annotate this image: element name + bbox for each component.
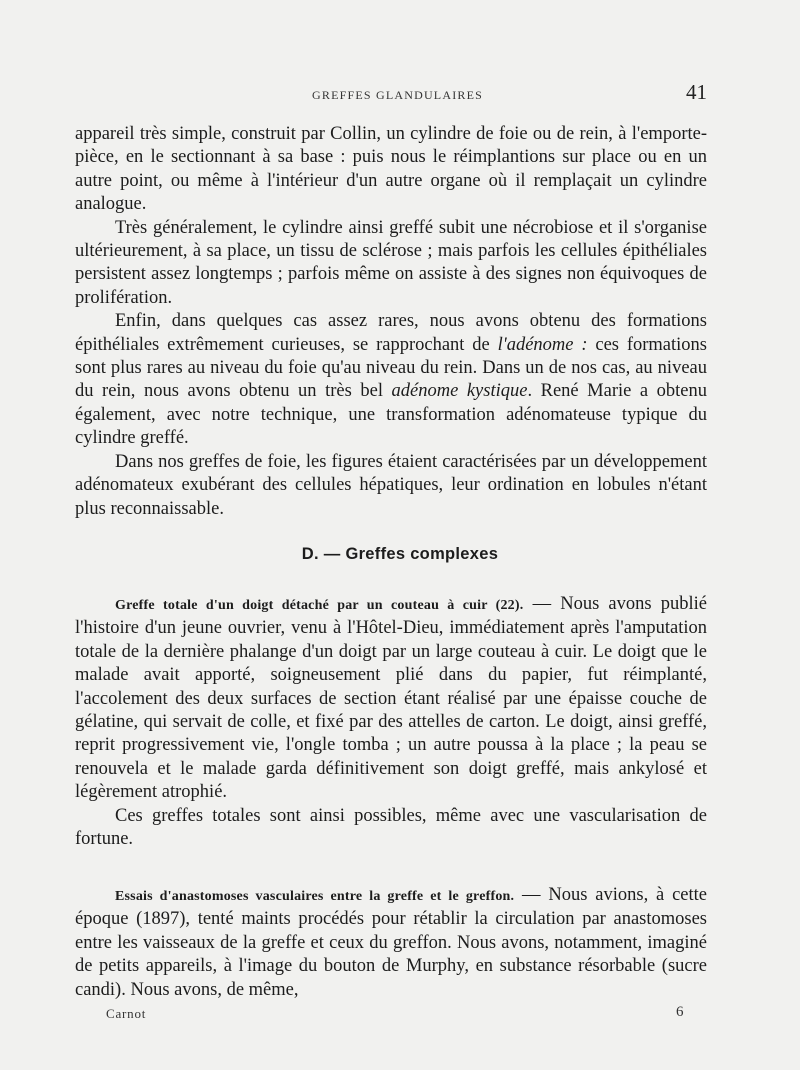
paragraph-text: Enfin, dans quelques cas assez rares, nous avons obtenu des formations épithéliales extrêmement curieuses, se rapprochant de xyxy=(75,311,707,355)
paragraph-adenome xyxy=(75,310,707,450)
italic-term-adenome: l'adénome : xyxy=(497,334,588,355)
paragraph-anastomoses xyxy=(75,884,707,1002)
body-text-block-2 xyxy=(75,593,707,851)
page-number: 41 xyxy=(686,80,707,104)
paragraph-text: . René Marie a obtenu également, avec notre technique, une transformation adénomateuse typique du cylindre greffé. xyxy=(75,381,707,449)
runin-heading-anastomoses: Essais d'anastomoses vasculaires entre la greffe et le greffon. xyxy=(115,889,515,904)
paragraph-necrobiose: Très généralement, le cylindre ainsi greffé subit une nécrobiose et il s'organise ultérieurement, à sa place, un tissu de sclérose ; mais parfois les cellules épithéliales persistent assez longtemps ; parfois même on assiste à des signes non équivoques de prolifération. xyxy=(75,217,707,308)
running-title: GREFFES GLANDULAIRES xyxy=(312,88,484,102)
paragraph-text: — Nous avons publié l'histoire d'un jeune ouvrier, venu à l'Hôtel-Dieu, immédiatement après l'amputation totale de la dernière phalange d'un doigt par un large couteau à cuir. Le doigt que le malade avait apporté, soigneusement plié dans du papier, fut réimplanté, l'accolement des deux surfaces de section étant réalisé par une épaisse couche de gélatine, qui servait de colle, et fixé par des attelles de carton. Le doigt, ainsi greffé, reprit progressivement vie, l'ongle tomba ; un autre poussa à la place ; la peau se renouvela et le malade garda définitivement son doigt greffé, mais ankylosé et légèrement atrophié. xyxy=(75,594,707,803)
paragraph-collin-cylinder: appareil très simple, construit par Collin, un cylindre de foie ou de rein, à l'emporte-pièce, en le sectionnant à sa base : puis nous le réimplantions sur place ou en un autre point, ou même à l'intérieur d'un autre organe où il remplaçait un cylindre analogue. xyxy=(75,124,707,215)
footer-sheet-number: 6 xyxy=(676,1004,684,1020)
body-text-block-3 xyxy=(75,884,707,1002)
paragraph-greffe-doigt xyxy=(75,593,707,805)
paragraph-greffes-totales: Ces greffes totales sont ainsi possibles, même avec une vascularisation de fortune. xyxy=(75,805,707,850)
section-heading: D. — Greffes complexes xyxy=(301,545,499,563)
body-text-block-1 xyxy=(75,123,707,521)
paragraph-text: — Nous avions, à cette époque (1897), tenté maints procédés pour rétablir la circulation par anastomoses entre les vaisseaux de la greffe et ceux du greffon. Nous avons, notamment, imaginé de petits appareils, à l'image du bouton de Murphy, en substance résorbable (sucre candi). Nous avons, de même, xyxy=(75,885,707,1000)
paragraph-text: ces formations sont plus rares au niveau du foie qu'au niveau du rein. Dans un de nos cas, au niveau du rein, nous avons obtenu un très bel xyxy=(75,334,707,402)
paragraph-greffes-foie: Dans nos greffes de foie, les figures étaient caractérisées par un développement adénomateux exubérant des cellules hépatiques, leur ordination en lobules n'étant plus reconnaissable. xyxy=(75,451,707,519)
italic-term-adenome-kystique: adénome kystique xyxy=(391,381,528,402)
runin-heading-doigt: Greffe totale d'un doigt détaché par un couteau à cuir (22). xyxy=(115,598,524,613)
footer-signature: Carnot xyxy=(106,1006,147,1021)
